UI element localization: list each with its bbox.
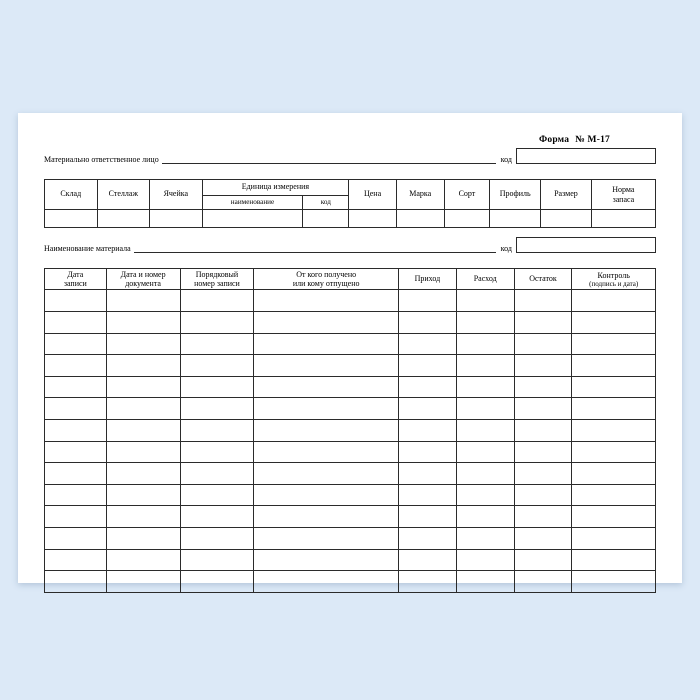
ledger-cell[interactable]	[254, 506, 399, 528]
ledger-cell[interactable]	[45, 333, 107, 355]
ledger-cell[interactable]	[45, 463, 107, 485]
table-row	[45, 506, 656, 528]
table-row	[45, 376, 656, 398]
ledger-cell[interactable]	[45, 355, 107, 377]
cell-unit-name[interactable]	[202, 210, 303, 228]
col-yacheyka: Ячейка	[150, 180, 203, 210]
responsible-person-input[interactable]	[162, 154, 496, 164]
ledger-cell[interactable]	[514, 355, 572, 377]
ledger-cell[interactable]	[254, 463, 399, 485]
ledger-col-3-l2: или кому отпущено	[292, 279, 360, 289]
ledger-cell[interactable]	[572, 376, 656, 398]
ledger-col-data-zapisi	[45, 269, 107, 290]
ledger-cell[interactable]	[254, 333, 399, 355]
ledger-cell[interactable]	[572, 484, 656, 506]
ledger-cell[interactable]	[180, 463, 254, 485]
cell-sort[interactable]	[444, 210, 490, 228]
ledger-cell[interactable]	[514, 376, 572, 398]
ledger-cell[interactable]	[254, 398, 399, 420]
ledger-cell[interactable]	[106, 484, 180, 506]
col-cena: Цена	[349, 180, 397, 210]
ledger-cell[interactable]	[106, 376, 180, 398]
ledger-cell[interactable]	[180, 571, 254, 593]
table-row	[45, 527, 656, 549]
ledger-cell[interactable]	[514, 311, 572, 333]
ledger-col-ot-kogo-polucheno	[254, 269, 399, 290]
ledger-cell[interactable]	[398, 571, 456, 593]
ledger-cell[interactable]	[398, 355, 456, 377]
cell-profil[interactable]	[490, 210, 541, 228]
ledger-cell[interactable]	[254, 527, 399, 549]
ledger-cell[interactable]	[180, 506, 254, 528]
ledger-cell[interactable]	[572, 333, 656, 355]
col-norma-zapasa	[591, 180, 655, 210]
ledger-cell[interactable]	[180, 419, 254, 441]
ledger-cell[interactable]	[456, 441, 514, 463]
ledger-cell[interactable]	[45, 376, 107, 398]
ledger-cell[interactable]	[254, 311, 399, 333]
ledger-cell[interactable]	[254, 376, 399, 398]
cell-norma-zapasa[interactable]	[591, 210, 655, 228]
ledger-cell[interactable]	[180, 355, 254, 377]
ledger-col-3-l1: От кого получено	[296, 270, 357, 279]
ledger-table	[44, 268, 656, 593]
ledger-cell[interactable]	[180, 311, 254, 333]
ledger-cell[interactable]	[398, 333, 456, 355]
ledger-cell[interactable]	[514, 441, 572, 463]
ledger-cell[interactable]	[180, 527, 254, 549]
document-content	[44, 135, 656, 593]
ledger-cell[interactable]	[106, 549, 180, 571]
responsible-person-row	[44, 148, 656, 164]
cell-cena[interactable]	[349, 210, 397, 228]
ledger-cell[interactable]	[456, 333, 514, 355]
ledger-cell[interactable]	[254, 419, 399, 441]
ledger-col-kontrol	[572, 269, 656, 290]
ledger-cell[interactable]	[106, 311, 180, 333]
responsible-person-code-box[interactable]	[516, 148, 656, 164]
cell-stellazh[interactable]	[97, 210, 150, 228]
ledger-cell[interactable]	[254, 484, 399, 506]
ledger-cell[interactable]	[45, 311, 107, 333]
ledger-col-rashod: Расход	[456, 269, 514, 290]
ledger-col-1-l2: документа	[125, 279, 161, 289]
responsible-person-code-label: код	[500, 155, 512, 164]
col-unit-name: наименование	[202, 196, 303, 210]
ledger-cell[interactable]	[572, 441, 656, 463]
cell-marka[interactable]	[396, 210, 444, 228]
ledger-cell[interactable]	[514, 527, 572, 549]
col-edinica-izmereniya: Единица измерения	[202, 180, 349, 196]
ledger-cell[interactable]	[180, 549, 254, 571]
cell-unit-code[interactable]	[303, 210, 349, 228]
form-number-label: Форма	[539, 135, 570, 145]
ledger-col-prihod: Приход	[398, 269, 456, 290]
ledger-cell[interactable]	[45, 398, 107, 420]
ledger-cell[interactable]	[572, 398, 656, 420]
table-row	[45, 311, 656, 333]
ledger-cell[interactable]	[398, 311, 456, 333]
ledger-body	[45, 290, 656, 592]
col-profil: Профиль	[490, 180, 541, 210]
ledger-cell[interactable]	[514, 484, 572, 506]
ledger-cell[interactable]	[106, 290, 180, 312]
ledger-cell[interactable]	[254, 549, 399, 571]
ledger-cell[interactable]	[456, 463, 514, 485]
ledger-cell[interactable]	[514, 463, 572, 485]
ledger-cell[interactable]	[180, 441, 254, 463]
table-row	[45, 398, 656, 420]
cell-sklad[interactable]	[45, 210, 98, 228]
ledger-cell[interactable]	[398, 419, 456, 441]
ledger-col-ostatok: Остаток	[514, 269, 572, 290]
material-code-label: код	[500, 244, 512, 253]
ledger-col-2-l2: номер записи	[194, 279, 240, 289]
norm-line-1: Норма	[612, 185, 635, 195]
ledger-cell[interactable]	[398, 441, 456, 463]
ledger-cell[interactable]	[398, 549, 456, 571]
ledger-cell[interactable]	[398, 463, 456, 485]
ledger-cell[interactable]	[572, 290, 656, 312]
ledger-cell[interactable]	[45, 549, 107, 571]
ledger-cell[interactable]	[180, 398, 254, 420]
ledger-cell[interactable]	[180, 376, 254, 398]
ledger-cell[interactable]	[456, 398, 514, 420]
ledger-cell[interactable]	[106, 355, 180, 377]
material-name-label: Наименование материала	[44, 244, 131, 253]
ledger-cell[interactable]	[456, 549, 514, 571]
ledger-cell[interactable]	[514, 333, 572, 355]
table-row	[45, 549, 656, 571]
ledger-cell[interactable]	[254, 571, 399, 593]
form-number	[44, 135, 656, 145]
ledger-cell[interactable]	[254, 355, 399, 377]
ledger-cell[interactable]	[572, 355, 656, 377]
table-row	[45, 355, 656, 377]
material-code-box[interactable]	[516, 237, 656, 253]
table-row	[45, 419, 656, 441]
header-table-empty-row	[45, 210, 656, 228]
responsible-person-label: Материально ответственное лицо	[44, 155, 159, 164]
ledger-cell[interactable]	[398, 376, 456, 398]
material-name-input[interactable]	[134, 243, 496, 253]
ledger-cell[interactable]	[456, 355, 514, 377]
ledger-cell[interactable]	[398, 527, 456, 549]
col-sklad: Склад	[45, 180, 98, 210]
ledger-cell[interactable]	[398, 484, 456, 506]
ledger-cell[interactable]	[180, 333, 254, 355]
ledger-cell[interactable]	[514, 419, 572, 441]
ledger-col-1-l1: Дата и номер	[120, 270, 166, 279]
col-razmer: Размер	[541, 180, 592, 210]
col-stellazh: Стеллаж	[97, 180, 150, 210]
col-marka: Марка	[396, 180, 444, 210]
ledger-cell[interactable]	[456, 484, 514, 506]
ledger-cell[interactable]	[456, 290, 514, 312]
ledger-cell[interactable]	[572, 549, 656, 571]
ledger-cell[interactable]	[106, 506, 180, 528]
ledger-cell[interactable]	[456, 419, 514, 441]
table-row	[45, 441, 656, 463]
ledger-cell[interactable]	[106, 571, 180, 593]
table-row	[45, 571, 656, 593]
col-sort: Сорт	[444, 180, 490, 210]
ledger-cell[interactable]	[254, 290, 399, 312]
ledger-cell[interactable]	[45, 571, 107, 593]
col-unit-code: код	[303, 196, 349, 210]
ledger-col-poryadkovyy-nomer	[180, 269, 254, 290]
ledger-cell[interactable]	[106, 441, 180, 463]
ledger-cell[interactable]	[456, 376, 514, 398]
ledger-cell[interactable]	[45, 484, 107, 506]
ledger-cell[interactable]	[398, 506, 456, 528]
ledger-cell[interactable]	[456, 506, 514, 528]
ledger-cell[interactable]	[398, 398, 456, 420]
form-number-value: № М-17	[575, 135, 610, 145]
norm-line-2: запаса	[612, 194, 635, 204]
ledger-cell[interactable]	[106, 333, 180, 355]
ledger-cell[interactable]	[514, 571, 572, 593]
ledger-cell[interactable]	[572, 506, 656, 528]
cell-yacheyka[interactable]	[150, 210, 203, 228]
ledger-cell[interactable]	[180, 290, 254, 312]
ledger-col-2-l1: Порядковый	[195, 270, 239, 279]
table-row	[45, 290, 656, 312]
ledger-cell[interactable]	[456, 571, 514, 593]
ledger-cell[interactable]	[254, 441, 399, 463]
ledger-col-0-l1: Дата	[67, 270, 84, 279]
ledger-cell[interactable]	[572, 311, 656, 333]
table-row	[45, 333, 656, 355]
ledger-cell[interactable]	[398, 290, 456, 312]
ledger-cell[interactable]	[456, 311, 514, 333]
ledger-cell[interactable]	[180, 484, 254, 506]
ledger-cell[interactable]	[572, 419, 656, 441]
ledger-cell[interactable]	[572, 463, 656, 485]
ledger-cell[interactable]	[514, 506, 572, 528]
ledger-cell[interactable]	[106, 419, 180, 441]
ledger-cell[interactable]	[45, 527, 107, 549]
ledger-col-data-i-nomer-dokumenta	[106, 269, 180, 290]
ledger-cell[interactable]	[45, 419, 107, 441]
cell-razmer[interactable]	[541, 210, 592, 228]
ledger-cell[interactable]	[106, 527, 180, 549]
material-name-row	[44, 237, 656, 253]
table-row	[45, 484, 656, 506]
ledger-cell[interactable]	[45, 290, 107, 312]
ledger-cell[interactable]	[514, 290, 572, 312]
ledger-cell[interactable]	[572, 571, 656, 593]
ledger-col-7-l2: (подпись и дата)	[589, 279, 639, 288]
header-table	[44, 179, 656, 228]
ledger-cell[interactable]	[106, 398, 180, 420]
ledger-cell[interactable]	[456, 527, 514, 549]
ledger-cell[interactable]	[572, 527, 656, 549]
ledger-header-row	[45, 269, 656, 290]
document-sheet	[18, 113, 682, 583]
ledger-cell[interactable]	[514, 398, 572, 420]
table-row	[45, 463, 656, 485]
ledger-cell[interactable]	[106, 463, 180, 485]
ledger-col-7-l1: Контроль	[597, 270, 630, 280]
ledger-col-0-l2: записи	[63, 279, 87, 289]
ledger-cell[interactable]	[45, 506, 107, 528]
ledger-cell[interactable]	[514, 549, 572, 571]
header-table-row-titles	[45, 180, 656, 196]
ledger-cell[interactable]	[45, 441, 107, 463]
